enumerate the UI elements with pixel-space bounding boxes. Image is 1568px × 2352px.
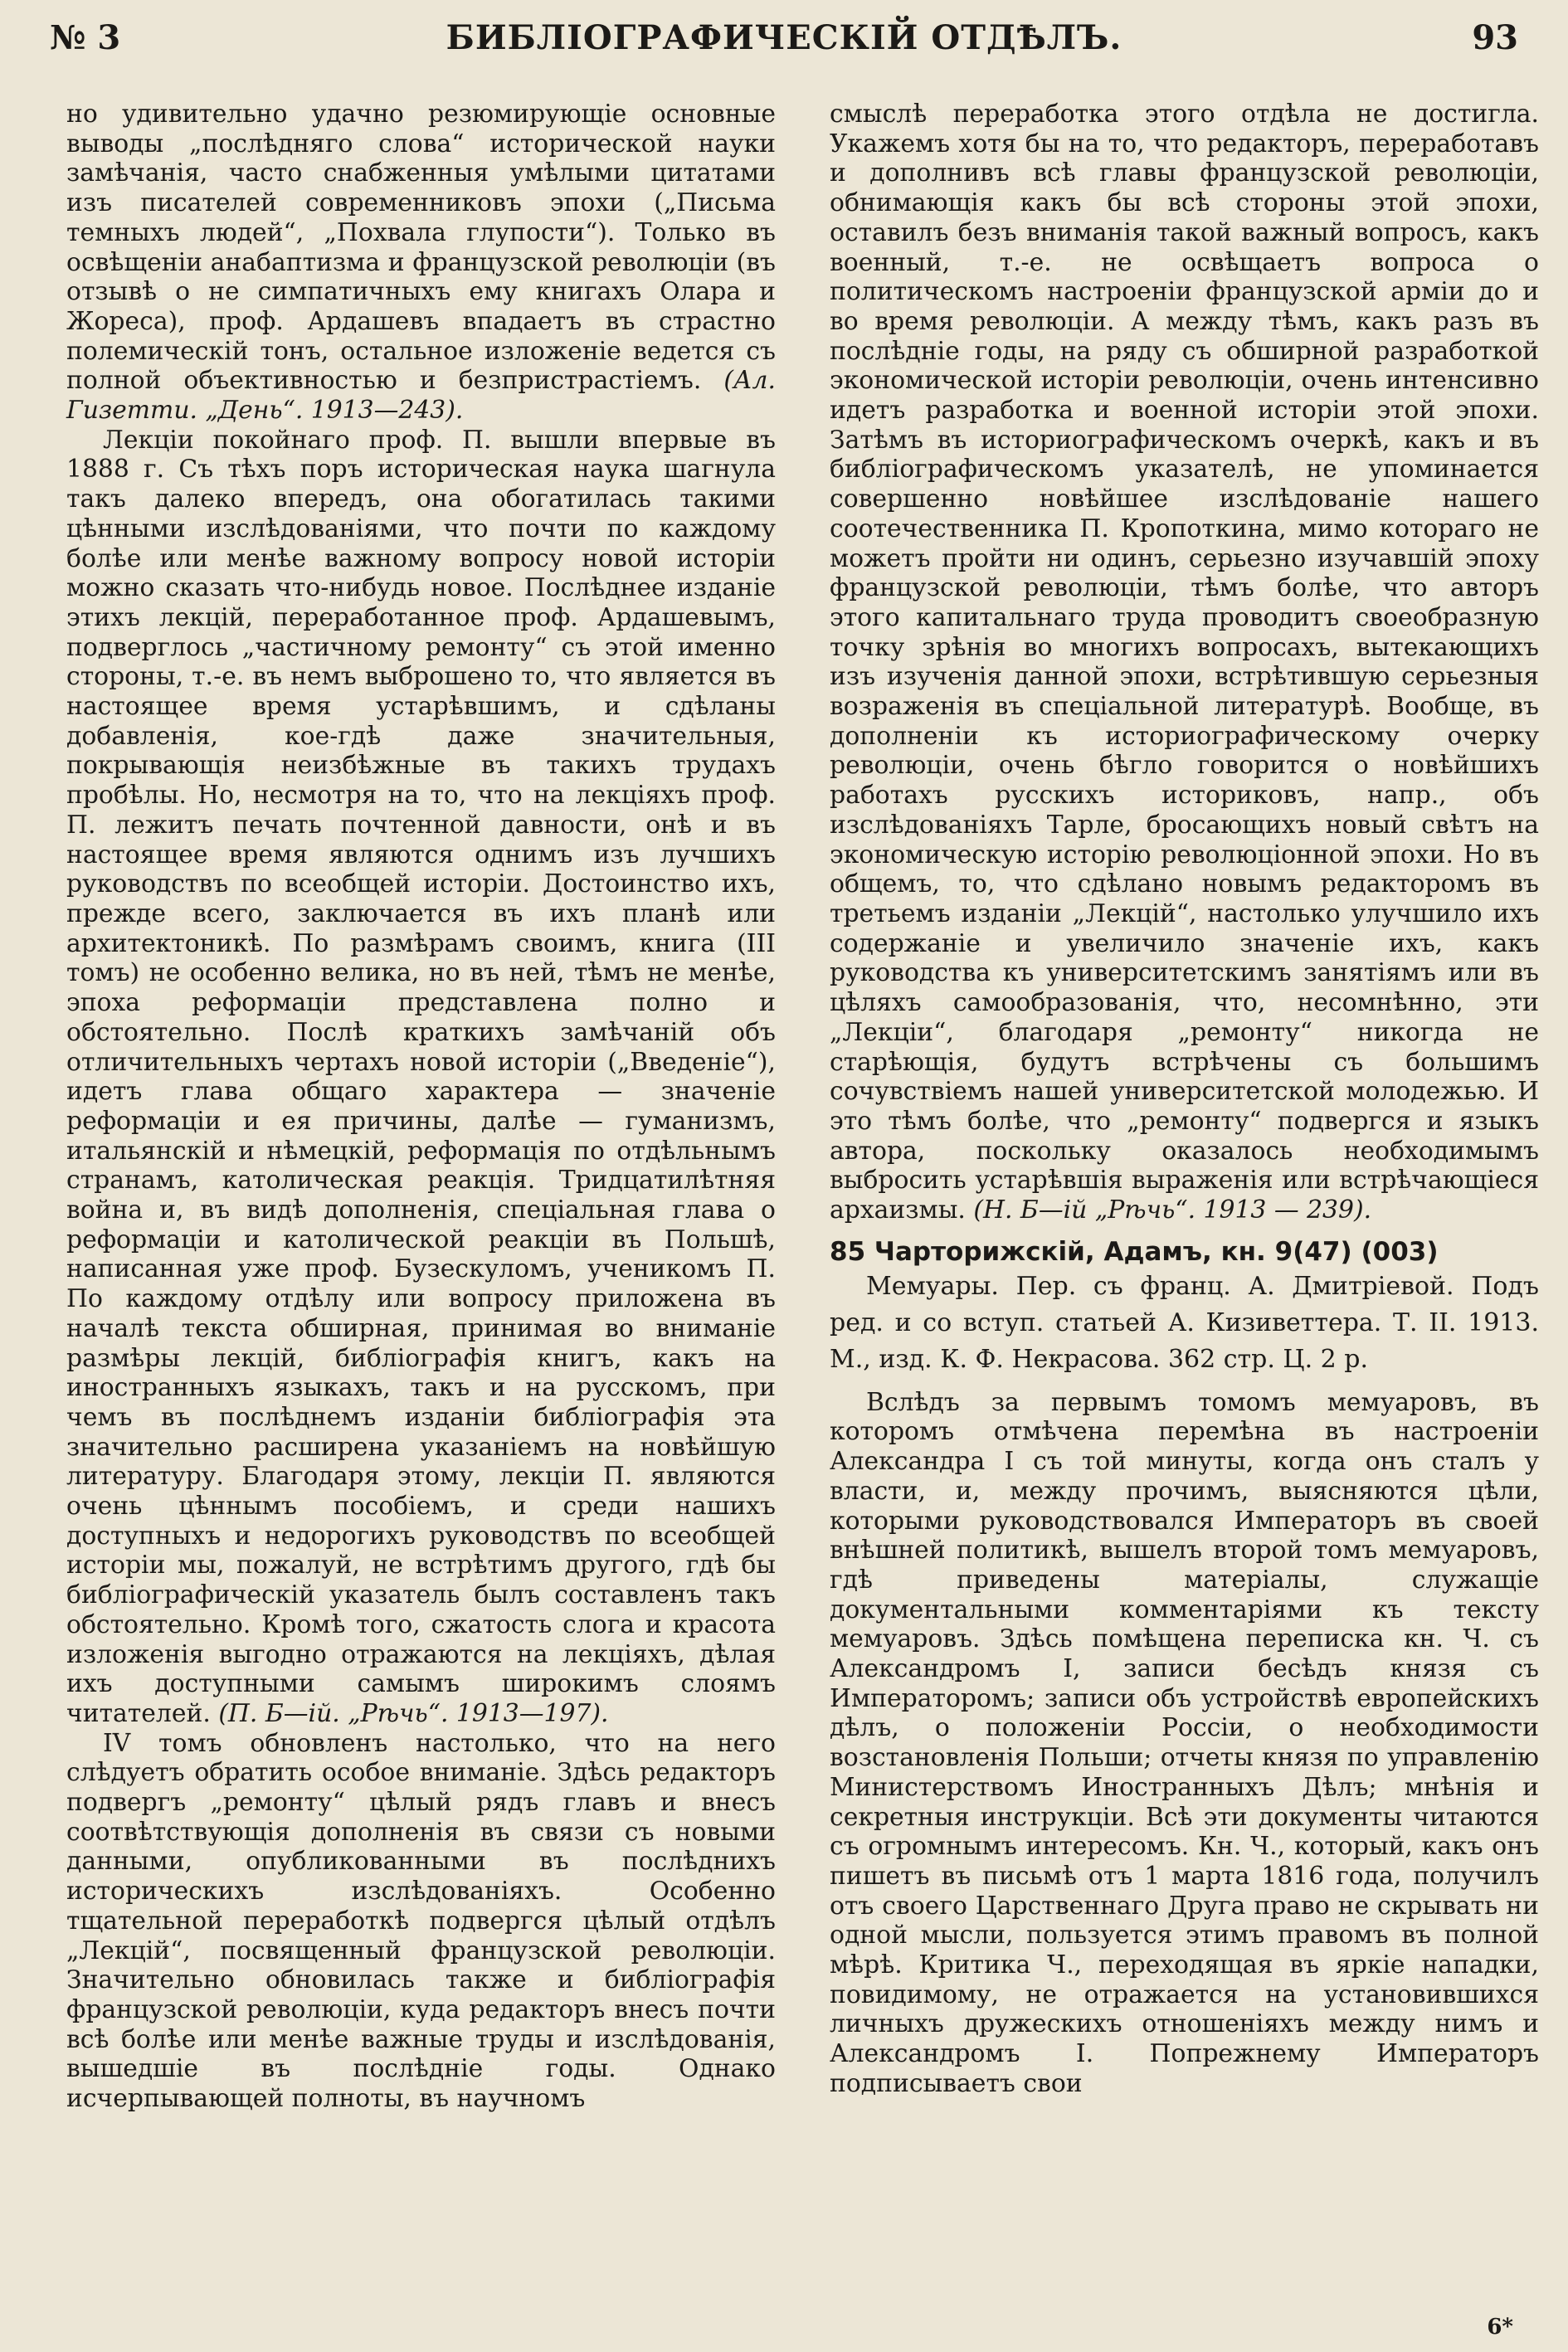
- left-p1-citation: (Ал. Гизетти. „День“. 1913—243).: [66, 366, 776, 426]
- left-paragraph-2: [66, 426, 776, 1729]
- issue-number: № 3: [50, 18, 121, 57]
- signature-mark: 6*: [1487, 2315, 1513, 2340]
- left-column: [66, 100, 776, 2114]
- right-paragraph-2: Вслѣдъ за первымъ томомъ мемуаровъ, въ которомъ отмѣчена перемѣна въ настроеніи Александра I съ той минуты, когда онъ сталъ у власти, и, между прочимъ, выясняются цѣли, которыми руководствовался Императоръ въ своей внѣшней политикѣ, вышелъ второй томъ мемуаровъ, гдѣ приведены матеріалы, служащіе документальными комментаріями къ тексту мемуаровъ. Здѣсь помѣщена переписка кн. Ч. съ Александромъ I, записи бесѣдъ князя съ Императоромъ; записи объ устройствѣ европейскихъ дѣлъ, о положеніи Россіи, о необходимости возстановленія Польши; отчеты князя по управленію Министерствомъ Иностранныхъ Дѣлъ; мнѣнія и секретныя инструкціи. Всѣ эти документы читаются съ огромнымъ интересомъ. Кн. Ч., который, какъ онъ пишетъ въ письмѣ отъ 1 марта 1816 года, получилъ отъ своего Царственнаго Друга право не скрывать ни одной мысли, пользуется этимъ правомъ въ полной мѣрѣ. Критика Ч., переходящая въ яркіе нападки, повидимому, не отражается на установившихся личныхъ дружескихъ отношеніяхъ между нимъ и Александромъ I. Попрежнему Императоръ подписываетъ свои: [830, 1387, 1539, 2098]
- page-number: 93: [1472, 18, 1518, 57]
- left-p1-text: но удивительно удачно резюмирующіе основные выводы „послѣдняго слова“ исторической науки замѣчанія, часто снабженныя умѣлыми цитатами изъ писателей современниковъ эпохи („Письма темныхъ людей“, „Похвала глупости“). Только въ освѣщеніи анабаптизма и французской революціи (въ отзывѣ о не симпатичныхъ ему книгахъ Олара и Жореса), проф. Ардашевъ впадаетъ въ страстно полемическій тонъ, остальное изложеніе ведется съ полной объективностью и безпристрастіемъ.: [66, 100, 776, 396]
- left-paragraph-3: IV томъ обновленъ настолько, что на него слѣдуетъ обратить особое вниманіе. Здѣсь редакторъ подвергъ „ремонту“ цѣлый рядъ главъ и внесъ соотвѣтствующія дополненія въ связи съ новыми данными, опубликованными въ послѣднихъ историческихъ изслѣдованіяхъ. Особенно тщательной переработкѣ подвергся цѣлый отдѣлъ „Лекцій“, посвященный французской революціи. Значительно обновилась также и библіографія французской революціи, куда редакторъ внесъ почти всѣ болѣе или менѣе важные труды и изслѣдованія, вышедшіе въ послѣдніе годы. Однако исчерпывающей полноты, въ научномъ: [66, 1728, 776, 2114]
- bibliography-entry-details: Мемуары. Пер. съ франц. А. Дмитріевой. Подъ ред. и со вступ. статьей А. Кизиветтера. Т. II. 1913. М., изд. К. Ф. Некрасова. 362 стр. Ц. 2 р.: [830, 1271, 1539, 1374]
- right-p1-citation: (Н. Б—ій „Рѣчь“. 1913 — 239).: [973, 1195, 1372, 1225]
- page-header: [50, 18, 1518, 68]
- left-p2-citation: (П. Б—ій. „Рѣчь“. 1913—197).: [218, 1698, 609, 1728]
- section-title: БИБЛІОГРАФИЧЕСКІЙ ОТДѢЛЪ.: [446, 18, 1122, 57]
- right-p1-text: смыслѣ переработка этого отдѣла не достигла. Укажемъ хотя бы на то, что редакторъ, переработавъ и дополнивъ всѣ главы французской революціи, обнимающія какъ бы всѣ стороны этой эпохи, оставилъ безъ вниманія такой важный вопросъ, какъ военный, т.-е. не освѣщаетъ вопроса о политическомъ настроеніи французской арміи до и во время революціи. А между тѣмъ, какъ разъ въ послѣдніе годы, на ряду съ обширной разработкой экономической исторіи революціи, очень интенсивно идетъ разработка и военной исторіи этой эпохи. Затѣмъ въ историографическомъ очеркѣ, какъ и въ библіографическомъ указателѣ, не упоминается совершенно новѣйшее изслѣдованіе нашего соотечественника П. Кропоткина, мимо котораго не можетъ пройти ни одинъ, серьезно изучавшій эпоху французской революціи, тѣмъ болѣе, что авторъ этого капитальнаго труда проводитъ своеобразную точку зрѣнія во многихъ вопросахъ, вытекающихъ изъ изученія данной эпохи, встрѣтившую серьезныя возраженія въ спеціальной литературѣ. Вообще, въ дополненіи къ историографическому очерку революціи, очень бѣгло говорится о новѣйшихъ работахъ русскихъ историковъ, напр., объ изслѣдованіяхъ Тарле, бросающихъ новый свѣтъ на экономическую исторію революціонной эпохи. Но въ общемъ, то, что сдѣлано новымъ редакторомъ въ третьемъ изданіи „Лекцій“, настолько улучшило ихъ содержаніе и увеличило значеніе ихъ, какъ руководства къ университетскимъ занятіямъ или въ цѣляхъ самообразованія, что, несомнѣнно, эти „Лекціи“, благодаря „ремонту“ никогда не старѣющія, будутъ встрѣчены съ большимъ сочувствіемъ нашей университетской молодежью. И это тѣмъ болѣе, что „ремонту“ подвергся и языкъ автора, поскольку оказалось необходимымъ выбросить устарѣвшія выраженія или встрѣчающіеся архаизмы.: [830, 100, 1539, 1225]
- right-column: [830, 100, 1539, 2099]
- left-paragraph-1: [66, 100, 776, 426]
- left-p2-text: Лекціи покойнаго проф. П. вышли впервые въ 1888 г. Съ тѣхъ поръ историческая наука шагнула такъ далеко впередъ, она обогатилась такими цѣнными изслѣдованіями, что почти по каждому болѣе или менѣе важному вопросу новой исторіи можно сказать что-нибудь новое. Послѣднее изданіе этихъ лекцій, переработанное проф. Ардашевымъ, подверглось „частичному ремонту“ съ этой именно стороны, т.-е. въ немъ выброшено то, что является въ настоящее время устарѣвшимъ, и сдѣланы добавленія, кое-гдѣ даже значительныя, покрывающія неизбѣжные въ такихъ трудахъ пробѣлы. Но, несмотря на то, что на лекціяхъ проф. П. лежитъ печать почтенной давности, онѣ и въ настоящее время являются однимъ изъ лучшихъ руководствъ по всеобщей исторіи. Достоинство ихъ, прежде всего, заключается въ ихъ планѣ или архитектоникѣ. По размѣрамъ своимъ, книга (III томъ) не особенно велика, но въ ней, тѣмъ не менѣе, эпоха реформаціи представлена полно и обстоятельно. Послѣ краткихъ замѣчаній объ отличительныхъ чертахъ новой исторіи („Введеніе“), идетъ глава общаго характера — значеніе реформаціи и ея причины, далѣе — гуманизмъ, итальянскій и нѣмецкій, реформація по отдѣльнымъ странамъ, католическая реакція. Тридцатилѣтняя война и, въ видѣ дополненія, спеціальная глава о реформаціи и католической реакціи въ Польшѣ, написанная уже проф. Бузескуломъ, ученикомъ П. По каждому отдѣлу или вопросу приложена въ началѣ текста обширная, принимая во вниманіе размѣры лекцій, библіографія книгъ, какъ на иностранныхъ языкахъ, такъ и на русскомъ, при чемъ въ послѣднемъ изданіи библіографія эта значительно расширена указаніемъ на новѣйшую литературу. Благодаря этому, лекціи П. являются очень цѣннымъ пособіемъ, и среди нашихъ доступныхъ и недорогихъ руководствъ по всеобщей исторіи мы, пожалуй, не встрѣтимъ другого, гдѣ бы библіографическій указатель былъ составленъ такъ обстоятельно. Кромѣ того, сжатость слога и красота изложенія выгодно отражаются на лекціяхъ, дѣлая ихъ доступными самымъ широкимъ слоямъ читателей.: [66, 425, 776, 1728]
- right-paragraph-1: [830, 100, 1539, 1225]
- bibliography-entry-heading: 85 Чарторижскій, Адамъ, кн. 9(47) (003): [830, 1236, 1439, 1267]
